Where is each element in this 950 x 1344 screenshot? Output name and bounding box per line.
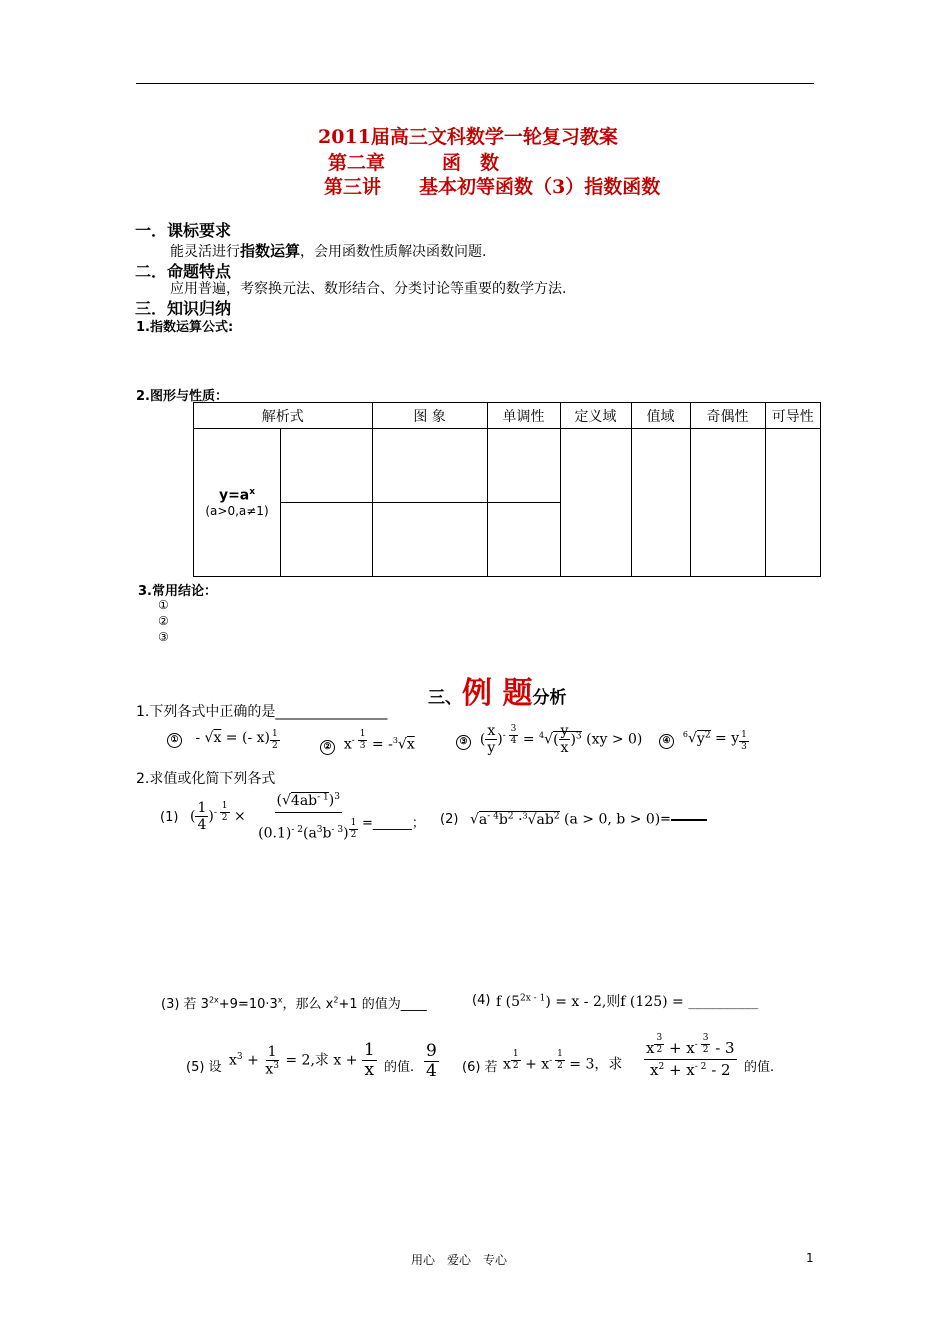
footer-motto: 用心 爱心 专心 [411,1253,508,1267]
problem-4-label: (4) [472,993,491,1008]
problem-6-condition: x $^{\frac{1}{2}}$ + $x^{- \frac{1}{2}}$ = 3，求 [503,1049,623,1073]
examples-heading: 三、例 题分析 [428,676,567,711]
lecture-title: 第三讲 基本初等函数（3）指数函数 [324,176,661,198]
properties-table [193,402,821,577]
problem-1-expression: ( $\frac{1}{4}$ )$^{- \frac{1}{2}}$ × $(√4ab^{- 1})^3$ $(0.1)^{- 2}(a^3b^{- 3})$ $^{\frac{1}{2}}$ [190,792,357,842]
header-range: 值域 [631,403,690,429]
conclusion-list [158,597,169,645]
header-graph: 图 象 [372,403,487,429]
problem-1-label: (1) [160,810,179,825]
cell [560,429,631,577]
cell [372,429,487,503]
problem-5-end: 的值. [384,1060,415,1075]
cell [487,429,560,503]
conclusion-1: ① [158,598,169,612]
header-expression: 解析式 [194,403,373,429]
section-2-text: 应用普遍，考察换元法、数形结合、分类讨论等重要的数学方法. [170,281,567,297]
cell [690,429,765,577]
option-3: ③ ( $\frac{x}{y}$ )$^{- \frac{3}{4}}$ = $^4$√( $\frac{y}{x}$ )$^3$ (xy > 0) [456,724,642,755]
page-number: 1 [806,1251,814,1265]
problem-2-label: (2) [440,812,459,827]
option-4: ④ $^6√y^2 = y$ $\frac{1}{3}$ [659,730,749,752]
section-3-heading: 三．知识归纳 [135,299,232,318]
problem-2-blank: = [660,812,707,827]
option-2: ② $x^{- \frac{1}{3}}$ = -$^3$√x [320,730,415,755]
problem-5-expression: $x^3$ + $\frac{1}{x^3}$ = 2,求 x + $\frac{1}{x}$ [229,1040,375,1080]
header-monotonicity: 单调性 [487,403,560,429]
problem-2-expression: $√a^{- 4}b^2 \cdot^3√ab^2$ (a > 0, b > 0) [470,811,661,828]
function-cell: $y=a^x$ (a>0,a≠1) [194,429,281,577]
cell [372,503,487,577]
problem-5-label: (5) 设 [186,1060,222,1075]
problem-6-end: 的值. [744,1060,775,1075]
section-1-text: 能灵活进行指数运算，会用函数性质解决函数问题. [170,242,487,260]
knowledge-2: 2.图形与性质： [136,389,228,404]
cell [487,503,560,577]
section-1-heading: 一．课标要求 [135,221,232,240]
problem-6-expression: x $^{\frac{3}{2}}$ + $x^{- \frac{3}{2}}$ - 3 $x^2 + x^{- 2} - 2$ [646,1033,735,1079]
question-2: 2.求值或化简下列各式 [136,771,276,787]
header-parity: 奇偶性 [690,403,765,429]
header-differentiability: 可导性 [765,403,820,429]
question-1: 1.下列各式中正确的是________________ [136,704,388,720]
cell [281,429,373,503]
header-rule [136,83,814,84]
chapter-title: 第二章 函 数 [328,152,500,174]
option-1: ① - √x = (- x) $\frac{1}{2}$ [167,730,280,751]
conclusion-3: ③ [158,630,169,644]
problem-5-answer: $\frac{9}{4}$ [426,1041,437,1081]
problem-3: (3) 若 $3^{2x}+9=10\cdot 3^x$，那么 $x^2+1$ 的值为____ [161,995,427,1012]
cell [765,429,820,577]
problem-6-label: (6) 若 [462,1060,498,1075]
doc-title: 2011届高三文科数学一轮复习教案 [318,126,618,148]
section-2-heading: 二．命题特点 [135,262,232,281]
knowledge-1: 1.指数运算公式: [136,320,234,335]
knowledge-3: 3.常用结论： [138,584,217,599]
cell [631,429,690,577]
cell [281,503,373,577]
problem-1-blank: =______； [362,816,425,831]
conclusion-2: ② [158,614,169,628]
problem-4-expression: f $(5^{2x - 1}) = x - 2$,则f (125) = __________ [496,993,759,1010]
header-domain: 定义域 [560,403,631,429]
